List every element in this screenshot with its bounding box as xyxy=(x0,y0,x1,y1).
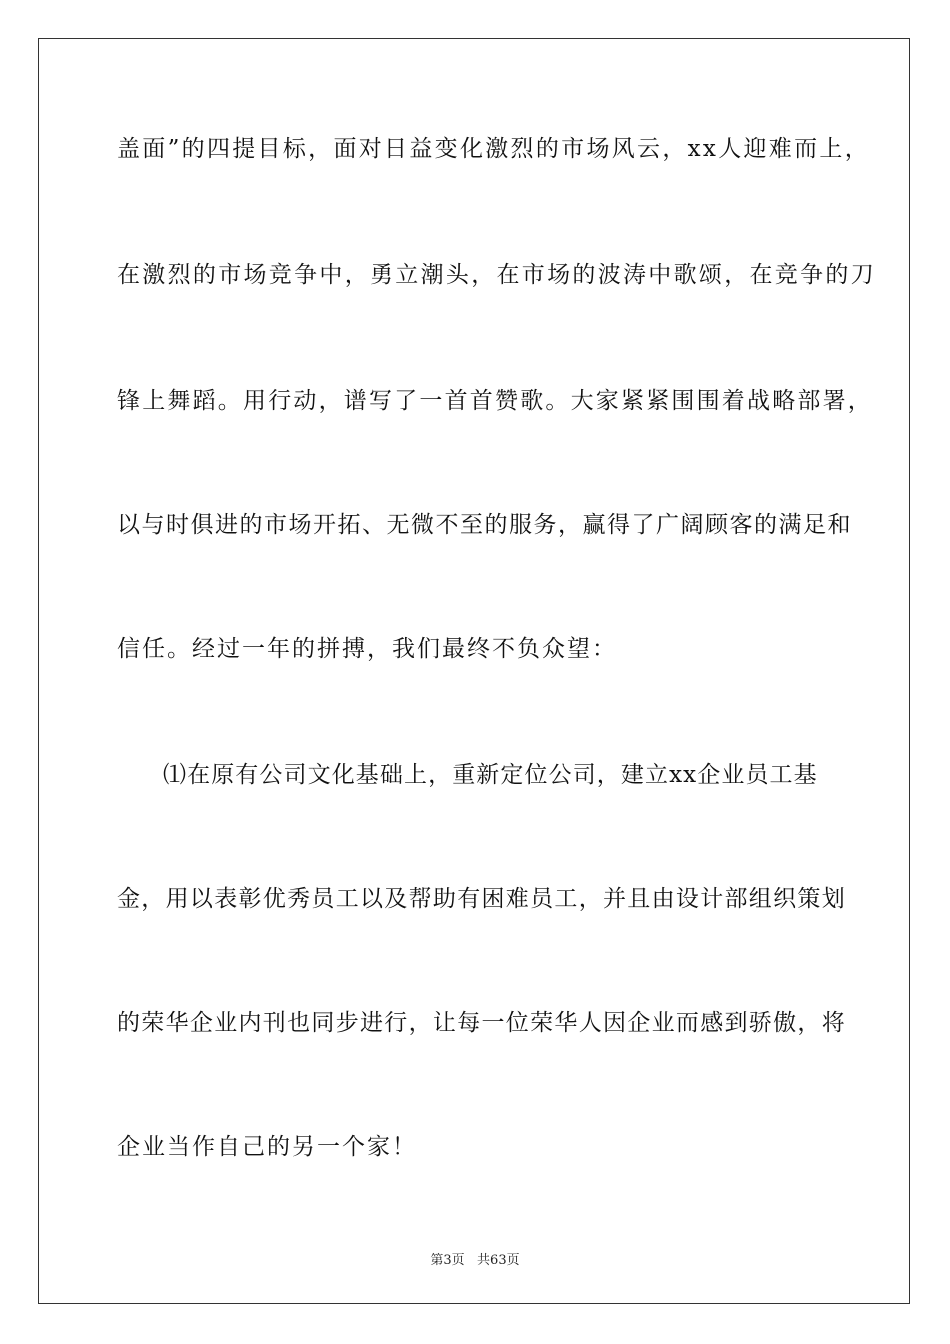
paragraph-line-7: 金，用以表彰优秀员工以及帮助有困难员工，并且由设计部组织策划 xyxy=(117,886,846,912)
paragraph-line-9: 企业当作自己的另一个家！ xyxy=(117,1134,417,1160)
paragraph-line-5: 信任。经过一年的拼搏，我们最终不负众望： xyxy=(117,636,617,662)
paragraph-line-1: 盖面”的四提目标，面对日益变化激烈的市场风云，xx人迎难而上， xyxy=(117,136,871,162)
paragraph-line-8: 的荣华企业内刊也同步进行，让每一位荣华人因企业而感到骄傲，将 xyxy=(117,1010,846,1036)
paragraph-line-4: 以与时俱进的市场开拓、无微不至的服务，赢得了广阔顾客的满足和 xyxy=(117,512,852,538)
paragraph-line-2: 在激烈的市场竞争中，勇立潮头，在市场的波涛中歌颂，在竞争的刀 xyxy=(117,262,876,288)
paragraph-line-6: ⑴在原有公司文化基础上，重新定位公司，建立xx企业员工基 xyxy=(163,762,818,788)
paragraph-line-3: 锋上舞蹈。用行动，谱写了一首首赞歌。大家紧紧围围着战略部署， xyxy=(117,388,873,414)
page-number-footer: 第3页 共63页 xyxy=(430,1253,520,1268)
page-border xyxy=(38,38,910,1304)
